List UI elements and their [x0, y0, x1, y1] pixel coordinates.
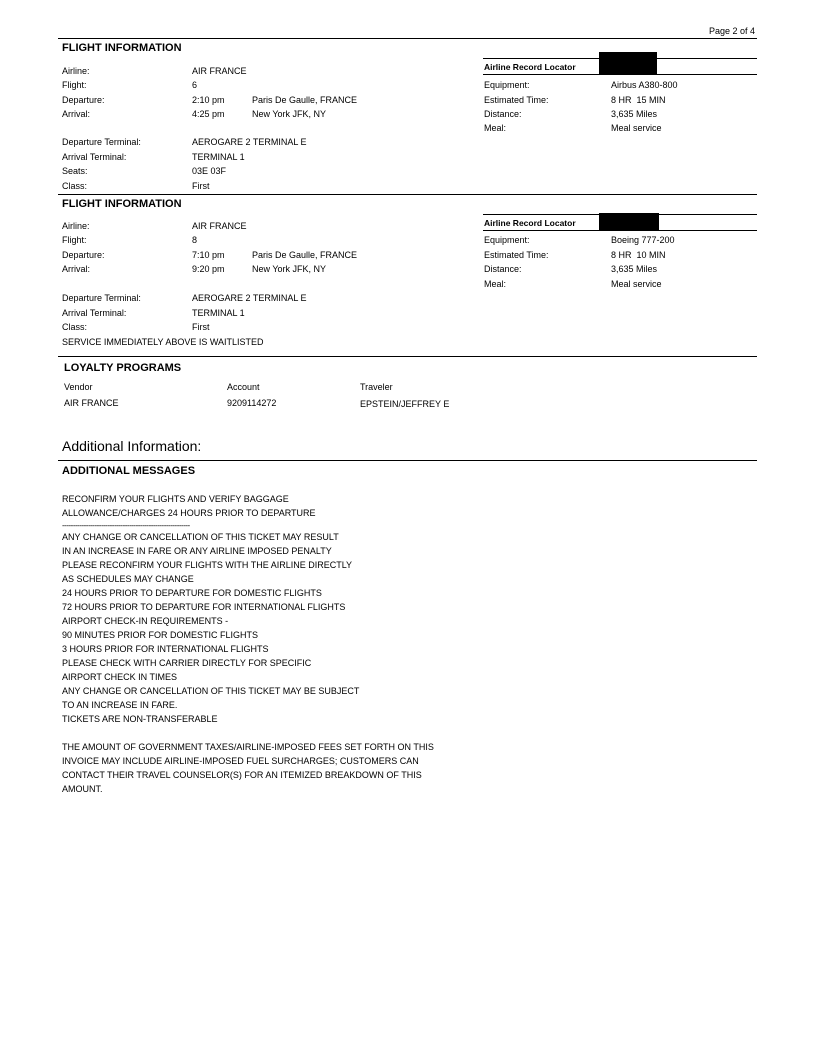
airline-label: Airline:: [62, 66, 90, 76]
tax-notice-line: AMOUNT.: [62, 784, 103, 794]
loyalty-vendor-header: Vendor: [64, 382, 93, 392]
arrival-label: Arrival:: [62, 109, 91, 119]
seats-label: Seats:: [62, 166, 88, 176]
message-line: ALLOWANCE/CHARGES 24 HOURS PRIOR TO DEPARTURE: [62, 508, 316, 518]
distance-value: 3,635 Miles: [611, 264, 658, 274]
message-line: AIRPORT CHECK-IN REQUIREMENTS -: [62, 616, 229, 626]
record-locator-bottom-rule: [483, 74, 757, 75]
class-value: First: [192, 322, 210, 332]
section-divider: [58, 356, 757, 357]
message-line: 90 MINUTES PRIOR FOR DOMESTIC FLIGHTS: [62, 630, 259, 640]
estimated-time-value: 8 HR 15 MIN: [611, 95, 666, 105]
equipment-value: Airbus A380-800: [611, 80, 678, 90]
redacted-record-locator: [599, 52, 657, 74]
departure-city: Paris De Gaulle, FRANCE: [252, 250, 358, 260]
arrival-terminal-label: Arrival Terminal:: [62, 152, 127, 162]
page-number: Page 2 of 4: [708, 26, 755, 36]
estimated-time-value: 8 HR 10 MIN: [611, 250, 666, 260]
departure-terminal-value: AEROGARE 2 TERMINAL E: [192, 293, 307, 303]
loyalty-traveler-value: EPSTEIN/JEFFREY E: [360, 399, 450, 409]
distance-value: 3,635 Miles: [611, 109, 658, 119]
flight-label: Flight:: [62, 80, 87, 90]
flight-label: Flight:: [62, 235, 87, 245]
loyalty-programs-title: LOYALTY PROGRAMS: [64, 362, 182, 374]
section-divider: [58, 460, 757, 461]
additional-messages-title: ADDITIONAL MESSAGES: [62, 465, 196, 477]
message-line: PLEASE CHECK WITH CARRIER DIRECTLY FOR SPECIFIC: [62, 658, 312, 668]
arrival-time: 4:25 pm: [192, 109, 225, 119]
tax-notice-line: CONTACT THEIR TRAVEL COUNSELOR(S) FOR AN ITEMIZED BREAKDOWN OF THIS: [62, 770, 422, 780]
loyalty-vendor-value: AIR FRANCE: [64, 398, 119, 408]
redacted-record-locator: [599, 213, 659, 230]
departure-terminal-label: Departure Terminal:: [62, 293, 141, 303]
loyalty-account-value: 9209114272: [227, 398, 277, 408]
arrival-time: 9:20 pm: [192, 264, 225, 274]
message-line: IN AN INCREASE IN FARE OR ANY AIRLINE IMPOSED PENALTY: [62, 546, 332, 556]
meal-label: Meal:: [484, 123, 507, 133]
arrival-terminal-value: TERMINAL 1: [192, 152, 245, 162]
arrival-city: New York JFK, NY: [252, 264, 327, 274]
departure-terminal-label: Departure Terminal:: [62, 137, 141, 147]
class-value: First: [192, 181, 210, 191]
message-separator: -----------------------------------------------------------: [62, 521, 190, 530]
tax-notice-line: THE AMOUNT OF GOVERNMENT TAXES/AIRLINE-IMPOSED FEES SET FORTH ON THIS: [62, 742, 434, 752]
equipment-label: Equipment:: [484, 235, 530, 245]
meal-value: Meal service: [611, 279, 662, 289]
message-line: PLEASE RECONFIRM YOUR FLIGHTS WITH THE AIRLINE DIRECTLY: [62, 560, 353, 570]
message-line: 3 HOURS PRIOR FOR INTERNATIONAL FLIGHTS: [62, 644, 269, 654]
record-locator-label: Airline Record Locator: [484, 218, 576, 228]
seats-value: 03E 03F: [192, 166, 227, 176]
loyalty-account-header: Account: [227, 382, 260, 392]
departure-city: Paris De Gaulle, FRANCE: [252, 95, 358, 105]
flight-value: 6: [192, 80, 198, 90]
message-line: 24 HOURS PRIOR TO DEPARTURE FOR DOMESTIC FLIGHTS: [62, 588, 322, 598]
airline-value: AIR FRANCE: [192, 66, 247, 76]
tax-notice-line: INVOICE MAY INCLUDE AIRLINE-IMPOSED FUEL SURCHARGES; CUSTOMERS CAN: [62, 756, 419, 766]
departure-label: Departure:: [62, 250, 105, 260]
message-line: ANY CHANGE OR CANCELLATION OF THIS TICKET MAY BE SUBJECT: [62, 686, 360, 696]
arrival-city: New York JFK, NY: [252, 109, 327, 119]
message-line: RECONFIRM YOUR FLIGHTS AND VERIFY BAGGAGE: [62, 494, 289, 504]
message-line: AS SCHEDULES MAY CHANGE: [62, 574, 194, 584]
meal-label: Meal:: [484, 279, 507, 289]
message-line: ANY CHANGE OR CANCELLATION OF THIS TICKET MAY RESULT: [62, 532, 339, 542]
message-line: TICKETS ARE NON-TRANSFERABLE: [62, 714, 218, 724]
class-label: Class:: [62, 181, 88, 191]
estimated-time-label: Estimated Time:: [484, 250, 549, 260]
waitlist-note: SERVICE IMMEDIATELY ABOVE IS WAITLISTED: [62, 337, 264, 347]
arrival-label: Arrival:: [62, 264, 91, 274]
equipment-label: Equipment:: [484, 80, 530, 90]
section-divider: [58, 194, 757, 195]
airline-label: Airline:: [62, 221, 90, 231]
flight-info-title: FLIGHT INFORMATION: [62, 198, 182, 210]
section-divider: [58, 38, 757, 39]
message-line: AIRPORT CHECK IN TIMES: [62, 672, 178, 682]
additional-information-heading: Additional Information:: [62, 438, 202, 454]
class-label: Class:: [62, 322, 88, 332]
estimated-time-label: Estimated Time:: [484, 95, 549, 105]
departure-time: 7:10 pm: [192, 250, 225, 260]
departure-time: 2:10 pm: [192, 95, 225, 105]
distance-label: Distance:: [484, 109, 522, 119]
flight-value: 8: [192, 235, 198, 245]
record-locator-bottom-rule: [483, 230, 757, 231]
airline-value: AIR FRANCE: [192, 221, 247, 231]
equipment-value: Boeing 777-200: [611, 235, 675, 245]
loyalty-traveler-header: Traveler: [360, 382, 393, 392]
departure-label: Departure:: [62, 95, 105, 105]
message-line: 72 HOURS PRIOR TO DEPARTURE FOR INTERNATIONAL FLIGHTS: [62, 602, 346, 612]
distance-label: Distance:: [484, 264, 522, 274]
arrival-terminal-label: Arrival Terminal:: [62, 308, 127, 318]
message-line: TO AN INCREASE IN FARE.: [62, 700, 178, 710]
meal-value: Meal service: [611, 123, 662, 133]
arrival-terminal-value: TERMINAL 1: [192, 308, 245, 318]
departure-terminal-value: AEROGARE 2 TERMINAL E: [192, 137, 307, 147]
flight-info-title: FLIGHT INFORMATION: [62, 42, 182, 54]
record-locator-label: Airline Record Locator: [484, 62, 576, 72]
